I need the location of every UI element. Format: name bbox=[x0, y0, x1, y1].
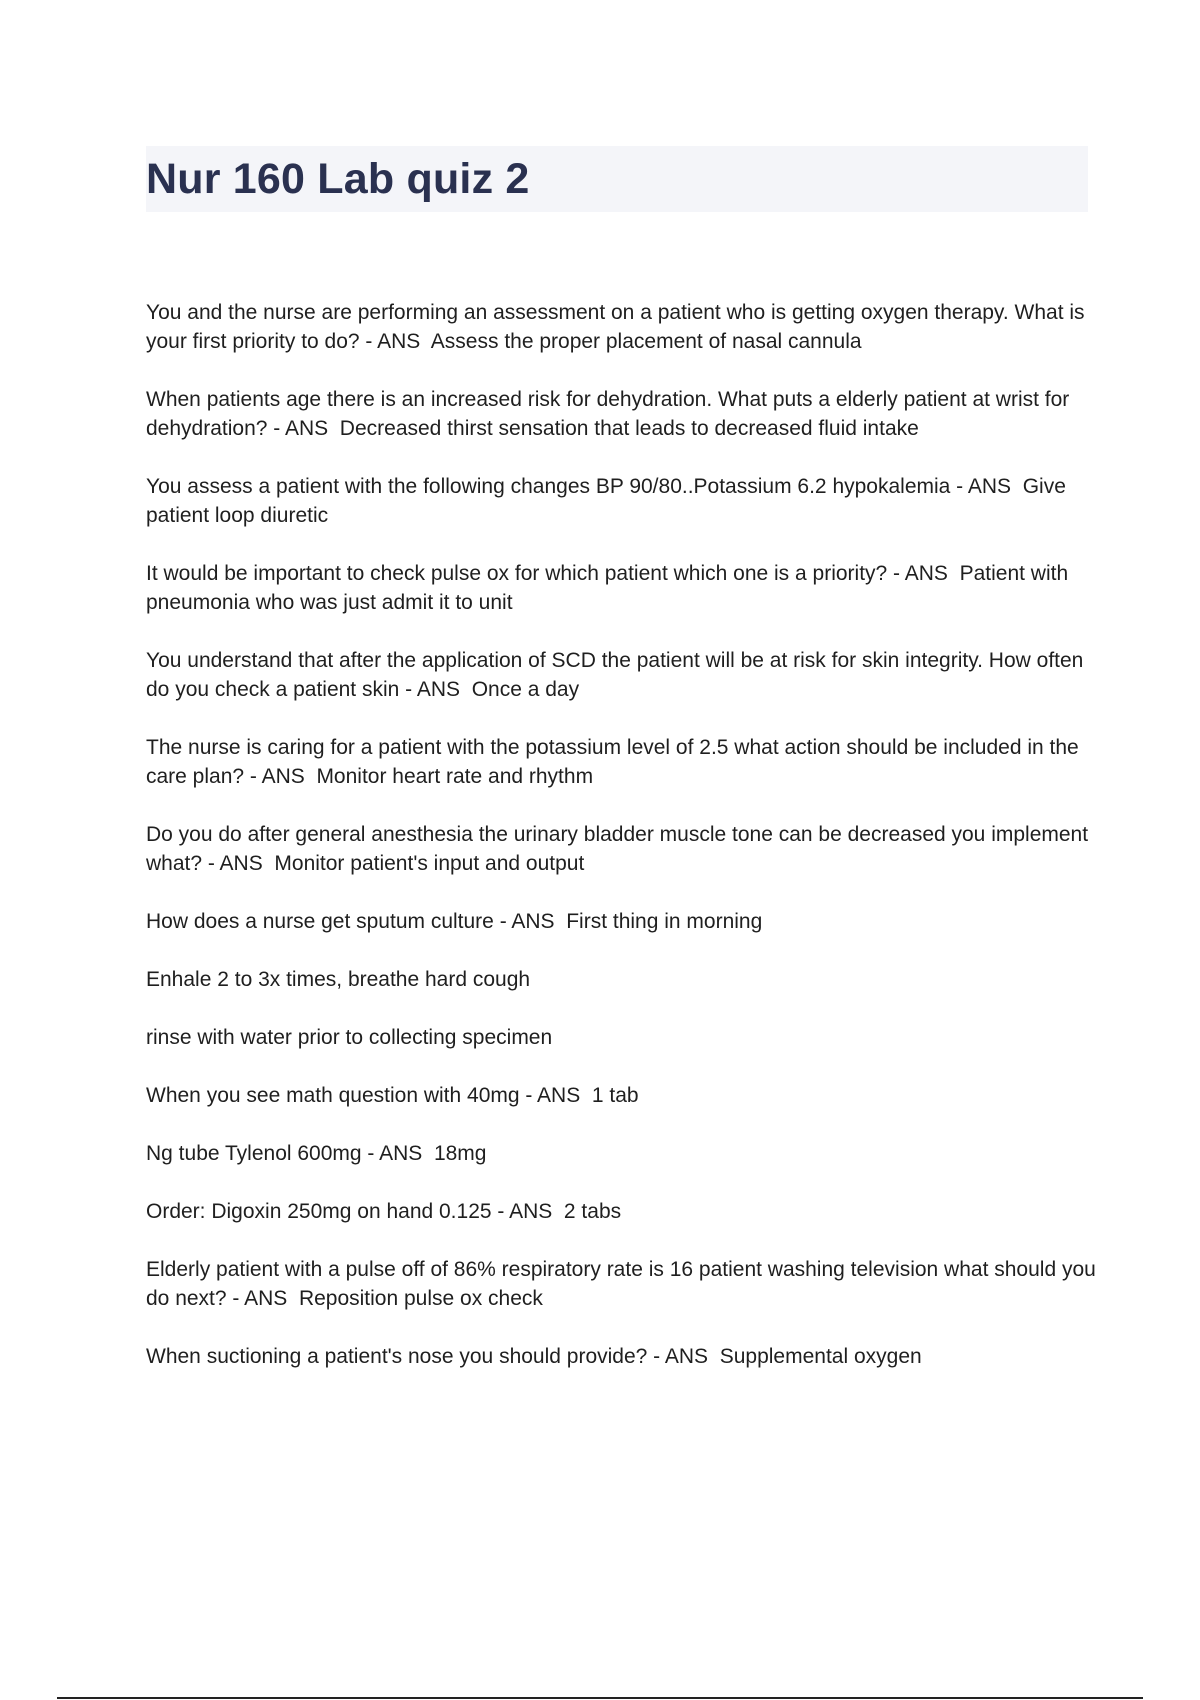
qa-answer: Monitor heart rate and rhythm bbox=[316, 765, 594, 788]
qa-question: Ng tube Tylenol 600mg bbox=[146, 1142, 362, 1165]
qa-answer: Patient with pneumonia who was just admit it to unit bbox=[146, 562, 1074, 614]
qa-question: You understand that after the application of SCD the patient will be at risk for skin integrity. How often do you check a patient skin bbox=[146, 649, 1090, 701]
qa-question: You and the nurse are performing an assessment on a patient who is getting oxygen therapy. What is your first priority to do? bbox=[146, 301, 1091, 353]
qa-answer: 1 tab bbox=[591, 1084, 639, 1107]
qa-question: rinse with water prior to collecting specimen bbox=[146, 1026, 553, 1049]
qa-separator: - ANS bbox=[202, 852, 275, 875]
qa-question: The nurse is caring for a patient with the potassium level of 2.5 what action should be included in the care plan? bbox=[146, 736, 1085, 788]
qa-item bbox=[146, 1255, 1102, 1313]
qa-item bbox=[146, 1023, 1096, 1052]
qa-answer: 2 tabs bbox=[563, 1200, 622, 1223]
qa-separator: - ANS bbox=[267, 417, 340, 440]
qa-question: Order: Digoxin 250mg on hand 0.125 bbox=[146, 1200, 492, 1223]
qa-item bbox=[146, 385, 1096, 443]
qa-item bbox=[146, 1342, 1096, 1371]
qa-separator: - ANS bbox=[887, 562, 960, 585]
qa-item bbox=[146, 907, 1096, 936]
qa-item bbox=[146, 1081, 1096, 1110]
qa-question: Do you do after general anesthesia the urinary bladder muscle tone can be decreased you implement what? bbox=[146, 823, 1094, 875]
qa-answer: Decreased thirst sensation that leads to decreased fluid intake bbox=[339, 417, 919, 440]
qa-list bbox=[146, 298, 1102, 1400]
page-title: Nur 160 Lab quiz 2 bbox=[146, 155, 530, 203]
qa-separator: - ANS bbox=[491, 1200, 564, 1223]
footer-divider bbox=[57, 1697, 1143, 1699]
qa-question: Enhale 2 to 3x times, breathe hard cough bbox=[146, 968, 531, 991]
qa-item bbox=[146, 820, 1096, 878]
qa-question: You assess a patient with the following changes BP 90/80..Potassium 6.2 hypokalemia bbox=[146, 475, 951, 498]
qa-separator: - ANS bbox=[361, 1142, 434, 1165]
qa-question: When suctioning a patient's nose you should provide? bbox=[146, 1345, 648, 1368]
qa-item bbox=[146, 472, 1096, 530]
qa-answer: 18mg bbox=[433, 1142, 487, 1165]
qa-separator: - ANS bbox=[950, 475, 1023, 498]
qa-separator: - ANS bbox=[226, 1287, 299, 1310]
qa-separator: - ANS bbox=[244, 765, 317, 788]
qa-separator: - ANS bbox=[647, 1345, 720, 1368]
qa-question: How does a nurse get sputum culture bbox=[146, 910, 494, 933]
qa-question: It would be important to check pulse ox for which patient which one is a priority? bbox=[146, 562, 888, 585]
qa-answer: First thing in morning bbox=[566, 910, 763, 933]
qa-separator: - ANS bbox=[399, 678, 472, 701]
qa-answer: Supplemental oxygen bbox=[719, 1345, 922, 1368]
qa-item bbox=[146, 646, 1096, 704]
qa-item bbox=[146, 559, 1096, 617]
qa-separator: - ANS bbox=[493, 910, 567, 933]
qa-answer: Give patient loop diuretic bbox=[146, 475, 1072, 527]
qa-item bbox=[146, 298, 1096, 356]
qa-item bbox=[146, 1139, 1096, 1168]
qa-question: When you see math question with 40mg bbox=[146, 1084, 520, 1107]
qa-item bbox=[146, 965, 1096, 994]
qa-question: When patients age there is an increased risk for dehydration. What puts a elderly patient at wrist for dehydration? bbox=[146, 388, 1076, 440]
qa-answer: Once a day bbox=[471, 678, 580, 701]
title-banner bbox=[146, 146, 1088, 212]
qa-question: Elderly patient with a pulse off of 86% respiratory rate is 16 patient washing television what should you do next? bbox=[146, 1258, 1102, 1310]
qa-answer: Monitor patient's input and output bbox=[274, 852, 585, 875]
qa-separator: - ANS bbox=[359, 330, 431, 353]
qa-separator: - ANS bbox=[519, 1084, 592, 1107]
qa-item bbox=[146, 733, 1096, 791]
qa-item bbox=[146, 1197, 1096, 1226]
qa-answer: Reposition pulse ox check bbox=[298, 1287, 543, 1310]
qa-answer: Assess the proper placement of nasal cannula bbox=[430, 330, 862, 353]
